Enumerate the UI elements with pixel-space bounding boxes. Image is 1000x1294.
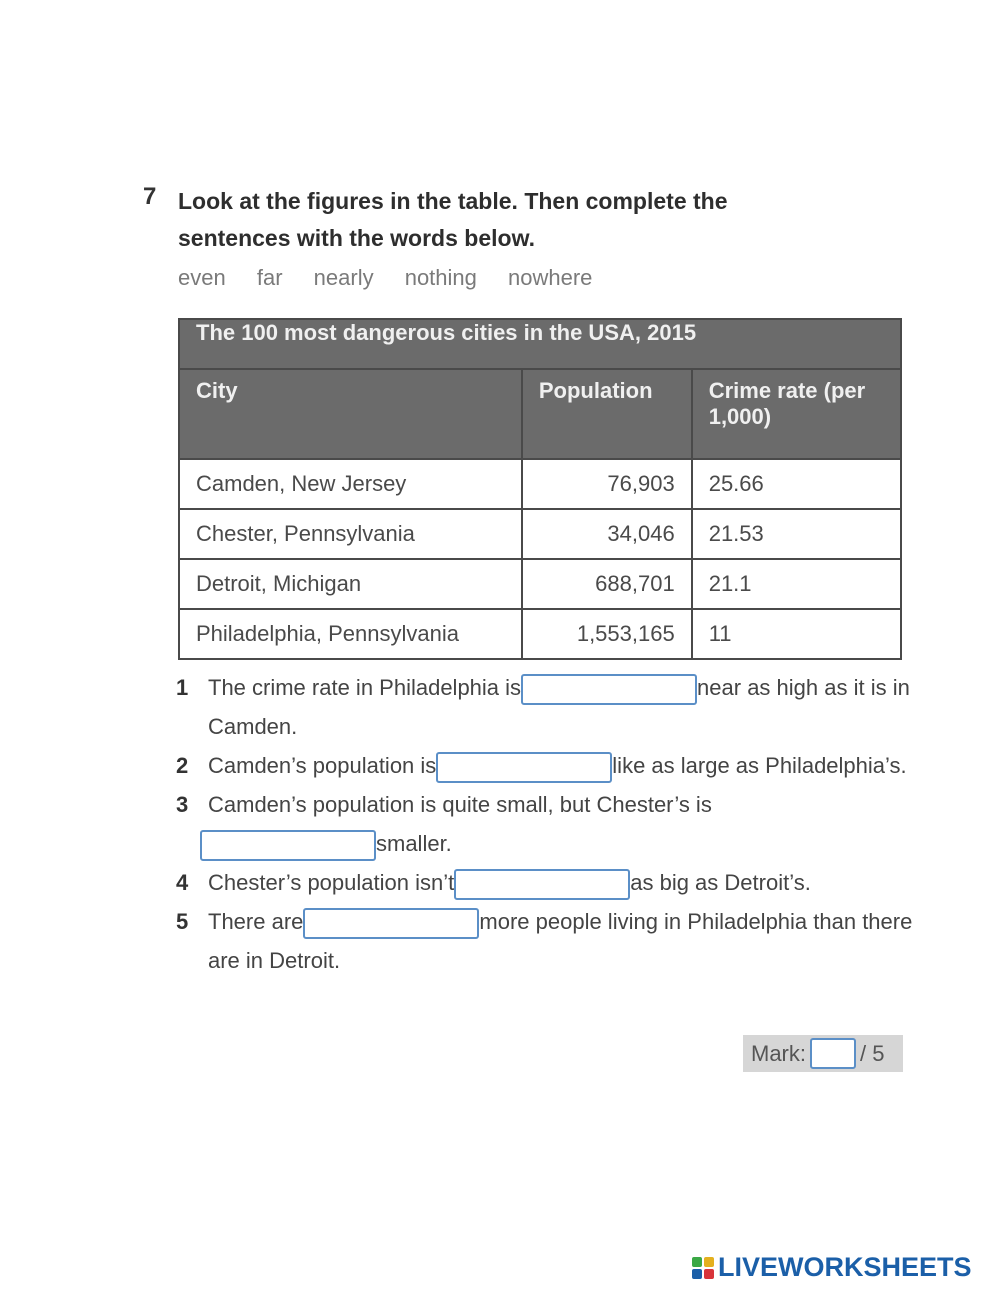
cell-city: Chester, Pennsylvania	[179, 509, 522, 559]
cell-crime-rate: 21.1	[692, 559, 901, 609]
sentence-number: 4	[176, 870, 189, 895]
sentence-text-before: The crime rate in Philadelphia is	[208, 675, 522, 700]
word-bank-item: far	[256, 265, 283, 290]
table-row	[179, 509, 901, 559]
liveworksheets-logo-icon	[692, 1257, 714, 1279]
word-bank-item: nowhere	[508, 265, 593, 290]
sentence-number: 5	[176, 909, 189, 934]
sentence-text-after: near as high as it is in Camden.	[208, 675, 910, 739]
word-bank	[178, 265, 617, 291]
exercise-number: 7	[143, 183, 157, 210]
cell-city: Camden, New Jersey	[179, 459, 522, 509]
cell-population: 1,553,165	[522, 609, 692, 659]
sentence-text-before: Camden’s population is	[208, 753, 437, 778]
cell-population: 688,701	[522, 559, 692, 609]
sentence-3	[176, 785, 916, 863]
answer-blank-5[interactable]	[303, 908, 479, 939]
sentence-text-before: Camden’s population is quite small, but Chester’s is	[208, 792, 712, 817]
cell-city: Detroit, Michigan	[179, 559, 522, 609]
word-bank-item: even	[178, 265, 226, 290]
header-crime-rate: Crime rate (per 1,000)	[692, 369, 901, 459]
sentence-text-before: Chester’s population isn’t	[208, 870, 455, 895]
sentence-text-after: as big as Detroit’s.	[630, 870, 811, 895]
table-row	[179, 459, 901, 509]
sentence-2	[176, 746, 916, 785]
sentence-text-after: smaller.	[376, 831, 452, 856]
sentence-1	[176, 668, 916, 746]
sentence-4	[176, 863, 916, 902]
header-population: Population	[522, 369, 692, 459]
mark-total: / 5	[860, 1040, 885, 1066]
sentence-text-before: There are	[208, 909, 304, 934]
table-row	[179, 609, 901, 659]
answer-blank-4[interactable]	[454, 869, 630, 900]
mark-input[interactable]	[810, 1038, 856, 1069]
sentence-text-after: like as large as Philadelphia’s.	[612, 753, 907, 778]
answer-blank-1[interactable]	[521, 674, 697, 705]
sentence-number: 1	[176, 675, 189, 700]
sentence-number: 3	[176, 792, 189, 817]
sentence-list	[176, 668, 916, 980]
word-bank-item: nothing	[404, 265, 477, 290]
word-bank-item: nearly	[313, 265, 374, 290]
sentence-number: 2	[176, 753, 189, 778]
header-city: City	[179, 369, 522, 459]
mark-score	[743, 1035, 903, 1072]
answer-blank-3[interactable]	[200, 830, 376, 861]
brand-name: LIVEWORKSHEETS	[718, 1252, 972, 1282]
cities-table	[178, 318, 902, 660]
mark-label: Mark:	[751, 1040, 806, 1066]
cell-population: 76,903	[522, 459, 692, 509]
cell-crime-rate: 21.53	[692, 509, 901, 559]
cell-crime-rate: 25.66	[692, 459, 901, 509]
cell-crime-rate: 11	[692, 609, 901, 659]
cell-city: Philadelphia, Pennsylvania	[179, 609, 522, 659]
exercise-instructions: Look at the figures in the table. Then complete the sentences with the words below.	[178, 188, 728, 251]
table-row	[179, 559, 901, 609]
sentence-text-after: more people living in Philadelphia than there are in Detroit.	[208, 909, 913, 973]
cell-population: 34,046	[522, 509, 692, 559]
answer-blank-2[interactable]	[436, 752, 612, 783]
sentence-5	[176, 902, 916, 980]
table-caption: The 100 most dangerous cities in the USA, 2015	[179, 319, 901, 369]
brand-logo	[692, 1252, 972, 1283]
